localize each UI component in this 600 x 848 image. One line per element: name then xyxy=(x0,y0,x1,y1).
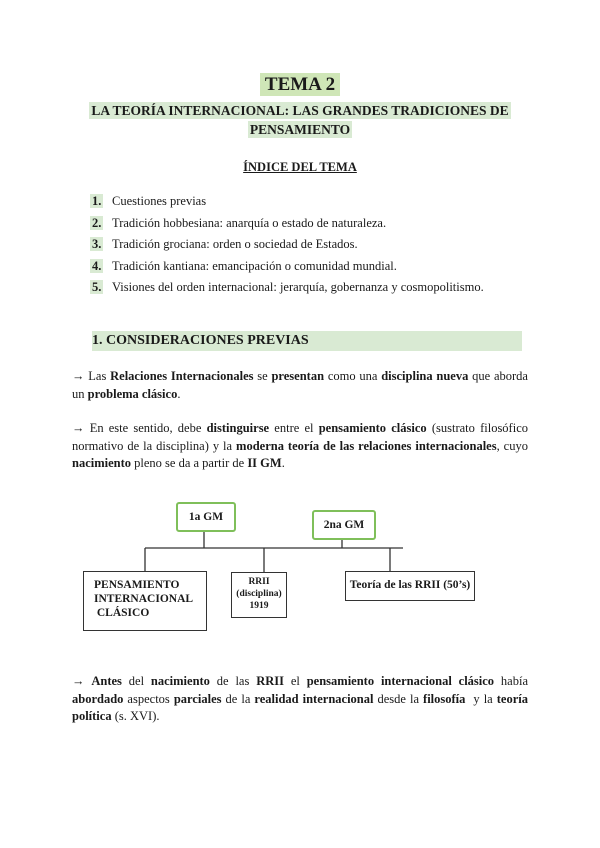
index-item-text: Tradición hobbesiana: anarquía o estado de naturaleza. xyxy=(112,215,387,230)
bold-text: abordado xyxy=(72,691,124,706)
box-line: 1919 xyxy=(249,601,269,611)
index-item-text: Tradición grociana: orden o sociedad de Estados. xyxy=(112,237,358,251)
index-item xyxy=(90,279,484,301)
box-1a-gm: 1a GM xyxy=(176,502,236,532)
index-item-number: 5. xyxy=(92,280,102,294)
text: que aborda un xyxy=(72,369,528,401)
arrow-icon: → xyxy=(72,369,85,383)
text: pleno se da a partir de xyxy=(131,456,248,470)
text: desde la xyxy=(373,691,424,706)
bold-text: problema clásico xyxy=(87,386,178,401)
bold-text: distinguirse xyxy=(206,421,270,435)
index-item-text: Cuestiones previas xyxy=(112,194,207,208)
bold-text: pensamiento clásico xyxy=(318,421,427,435)
bold-text: teoría política xyxy=(72,691,528,723)
bold-text: II GM xyxy=(247,456,282,470)
paragraph-3 xyxy=(72,673,528,726)
box-pensamiento-clasico xyxy=(83,571,207,631)
text: de las xyxy=(209,674,257,688)
text: En este sentido, debe xyxy=(84,421,207,435)
text: había xyxy=(494,674,528,688)
text: de la xyxy=(221,691,255,706)
index-item-number: 4. xyxy=(92,258,102,273)
text: como una xyxy=(324,369,382,383)
text: aspectos xyxy=(123,691,174,706)
text: , cuyo xyxy=(496,438,528,453)
text: se xyxy=(253,369,272,383)
paragraph-2 xyxy=(72,420,528,473)
text: Las xyxy=(84,369,111,383)
subtitle-line1: LA TEORÍA INTERNACIONAL: LAS GRANDES TRADICIONES DE xyxy=(91,103,509,118)
page-subtitle xyxy=(60,101,540,139)
paragraph-1 xyxy=(72,368,528,403)
box-line: PENSAMIENTO xyxy=(94,579,180,591)
bold-text: Relaciones Internacionales xyxy=(110,369,254,383)
bold-text: nacimiento xyxy=(150,674,210,688)
subtitle-line2: PENSAMIENTO xyxy=(249,122,351,137)
box-rrii-disciplina xyxy=(231,572,287,618)
text: y la xyxy=(465,691,497,706)
bold-text: nacimiento xyxy=(72,456,132,470)
index-title: ÍNDICE DEL TEMA xyxy=(243,160,357,174)
box-teoria-rrii: Teoría de las RRII (50’s) xyxy=(345,571,475,601)
index-item xyxy=(90,258,484,280)
bold-text: moderna teoría de las relaciones internacionales xyxy=(236,438,497,453)
box-line: CLÁSICO xyxy=(94,607,150,619)
box-line: RRII xyxy=(248,577,270,587)
index-item-number: 2. xyxy=(92,215,102,230)
box-2na-gm: 2na GM xyxy=(312,510,376,540)
index-list xyxy=(90,193,484,301)
bold-text: presentan xyxy=(271,369,325,383)
arrow-icon: → xyxy=(72,421,85,435)
text: del xyxy=(121,674,151,688)
index-item-text: Tradición kantiana: emancipación o comunidad mundial. xyxy=(112,258,397,273)
bold-text: realidad internacional xyxy=(254,691,374,706)
page-title xyxy=(0,74,600,96)
text: . xyxy=(281,456,285,470)
bold-text: parciales xyxy=(173,691,222,706)
text: (s. XVI). xyxy=(111,709,160,723)
bold-text: Antes xyxy=(91,674,122,688)
box-line: (disciplina) xyxy=(236,589,282,599)
bold-text: disciplina nueva xyxy=(381,369,469,383)
index-item-number: 1. xyxy=(92,194,102,208)
text: el xyxy=(284,674,307,688)
text: (sustrato filosófico normativo de la disciplina) y la xyxy=(72,421,528,453)
text: . xyxy=(177,386,181,401)
index-item xyxy=(90,236,484,258)
box-line: INTERNACIONAL xyxy=(94,593,194,605)
index-item xyxy=(90,193,484,215)
bold-text: filosofía xyxy=(423,691,466,706)
bold-text: RRII xyxy=(256,674,284,688)
tema-label: TEMA 2 xyxy=(260,73,340,96)
index-item-text: Visiones del orden internacional: jerarquía, gobernanza y cosmopolitismo. xyxy=(112,280,484,294)
text: entre el xyxy=(269,421,319,435)
section-heading: 1. CONSIDERACIONES PREVIAS xyxy=(92,331,522,351)
index-item-number: 3. xyxy=(92,237,102,251)
arrow-icon: → xyxy=(72,674,85,688)
bold-text: pensamiento internacional clásico xyxy=(306,674,495,688)
index-item xyxy=(90,215,484,237)
